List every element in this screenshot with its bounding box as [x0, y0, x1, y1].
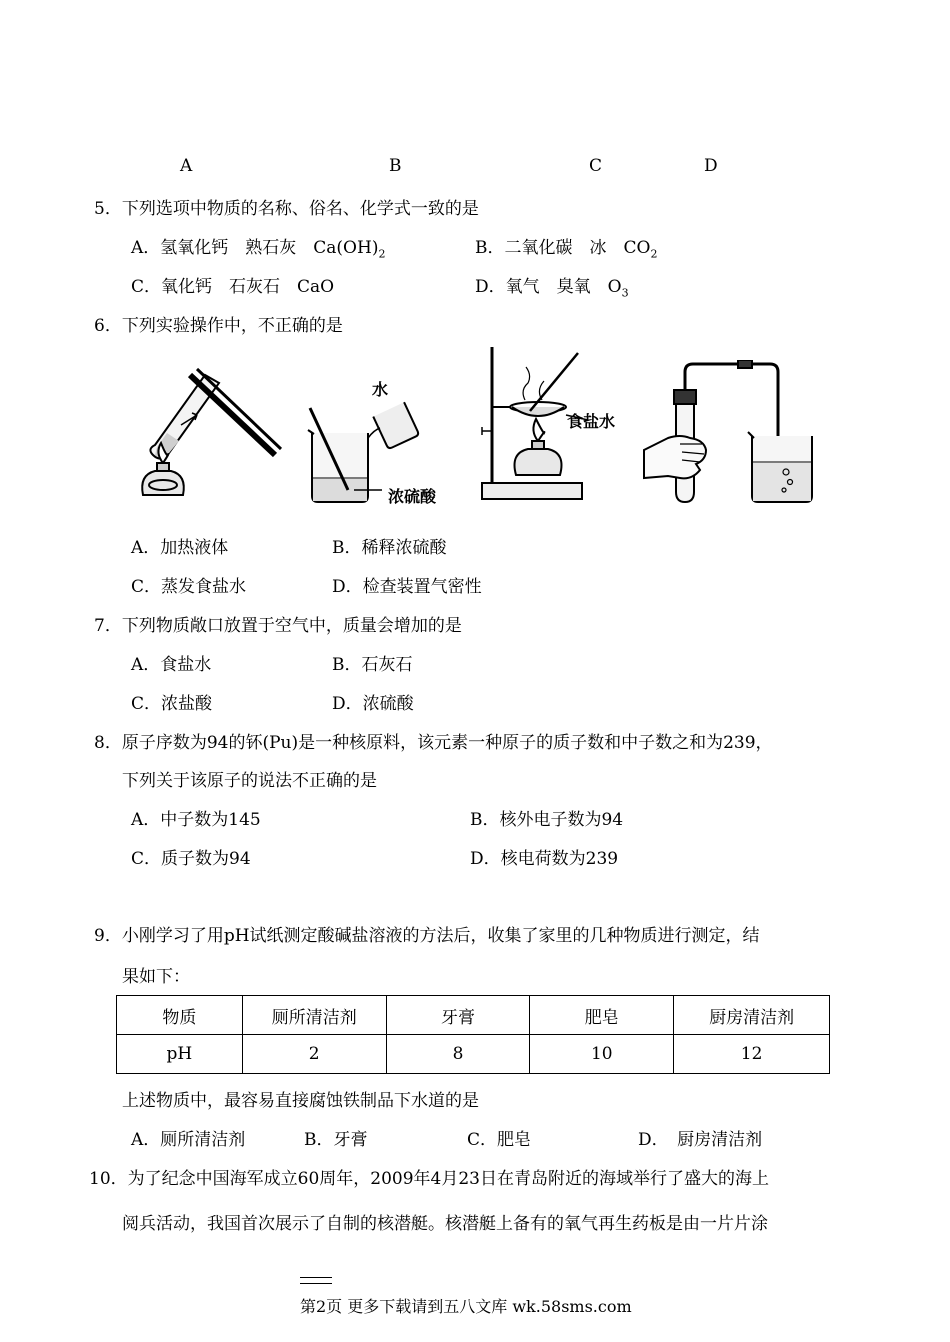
q9-option-c: C．肥皂: [467, 1130, 532, 1150]
q9-stem-line2: 果如下：: [122, 967, 190, 987]
table-row: [117, 1035, 830, 1074]
q9-question: 上述物质中，最容易直接腐蚀铁制品下水道的是: [122, 1091, 479, 1111]
q4-label-a: A: [180, 156, 193, 176]
q7-option-b: B．石灰石: [332, 655, 413, 675]
ph-table: [116, 995, 830, 1074]
table-cell: 厨房清洁剂: [674, 996, 830, 1035]
q6-stem: 6．下列实验操作中，不正确的是: [94, 316, 343, 336]
q4-label-c: C: [589, 156, 603, 176]
q5-option-d: D．氧气 臭氧 $O_3$: [475, 277, 629, 300]
page-footer: 第2页 更多下载请到五八文库 wk.58sms.com: [300, 1297, 632, 1316]
table-cell: 牙膏: [386, 996, 530, 1035]
table-cell: pH: [117, 1035, 243, 1074]
q4-label-d: D: [704, 156, 718, 176]
q8-option-d: D．核电荷数为239: [470, 849, 619, 869]
table-cell: 肥皂: [530, 996, 674, 1035]
table-cell: 8: [386, 1035, 530, 1074]
q6-option-d: D．检查装置气密性: [332, 577, 482, 597]
q4-label-b: B: [389, 156, 402, 176]
q5-option-a: A．氢氧化钙 熟石灰 $Ca(OH)_2$: [131, 238, 386, 261]
q5-option-b: B．二氧化碳 冰 $CO_2$: [475, 238, 658, 261]
figure-label-brine: 食盐水: [567, 412, 616, 431]
q6-option-a: A．加热液体: [131, 538, 229, 558]
footer-rule: [300, 1283, 332, 1284]
table-cell: 10: [530, 1035, 674, 1074]
table-cell: 物质: [117, 996, 243, 1035]
table-cell: 12: [674, 1035, 830, 1074]
q7-option-a: A．食盐水: [131, 655, 212, 675]
figure-label-water: 水: [372, 380, 389, 399]
table-cell: 厕所清洁剂: [242, 996, 386, 1035]
q9-option-b: B．牙膏: [304, 1130, 368, 1150]
q7-option-d: D．浓硫酸: [332, 694, 414, 714]
q7-option-c: C．浓盐酸: [131, 694, 213, 714]
q8-stem-line2: 下列关于该原子的说法不正确的是: [122, 771, 377, 791]
q8-stem-line1: 8．原子序数为94的钚(Pu)是一种核原料，该元素一种原子的质子数和中子数之和为239，: [94, 733, 773, 753]
q9-option-d: D． 厨房清洁剂: [638, 1130, 763, 1150]
footer-rule: [300, 1277, 332, 1278]
q10-line1: 10．为了纪念中国海军成立60周年，2009年4月23日在青岛附近的海域举行了盛大的海上: [89, 1169, 769, 1189]
q5-stem: 5．下列选项中物质的名称、俗名、化学式一致的是: [94, 199, 479, 219]
figure-check-airtightness: [640, 360, 840, 510]
q10-line2: 阅兵活动，我国首次展示了自制的核潜艇。核潜艇上备有的氧气再生药板是由一片片涂: [122, 1214, 768, 1234]
q8-option-a: A．中子数为145: [131, 810, 261, 830]
table-header-row: [117, 996, 830, 1035]
q8-option-b: B．核外电子数为94: [470, 810, 624, 830]
q8-option-c: C．质子数为94: [131, 849, 251, 869]
q6-option-c: C．蒸发食盐水: [131, 577, 247, 597]
table-cell: 2: [242, 1035, 386, 1074]
q5-option-c: C．氧化钙 石灰石 CaO: [131, 277, 335, 297]
q6-option-b: B．稀释浓硫酸: [332, 538, 447, 558]
q7-stem: 7．下列物质敞口放置于空气中，质量会增加的是: [94, 616, 462, 636]
q9-stem-line1: 9．小刚学习了用pH试纸测定酸碱盐溶液的方法后，收集了家里的几种物质进行测定，结: [94, 926, 760, 946]
figure-label-acid: 浓硫酸: [388, 487, 437, 506]
q9-option-a: A．厕所清洁剂: [131, 1130, 246, 1150]
figure-heating-liquid: [135, 355, 285, 505]
